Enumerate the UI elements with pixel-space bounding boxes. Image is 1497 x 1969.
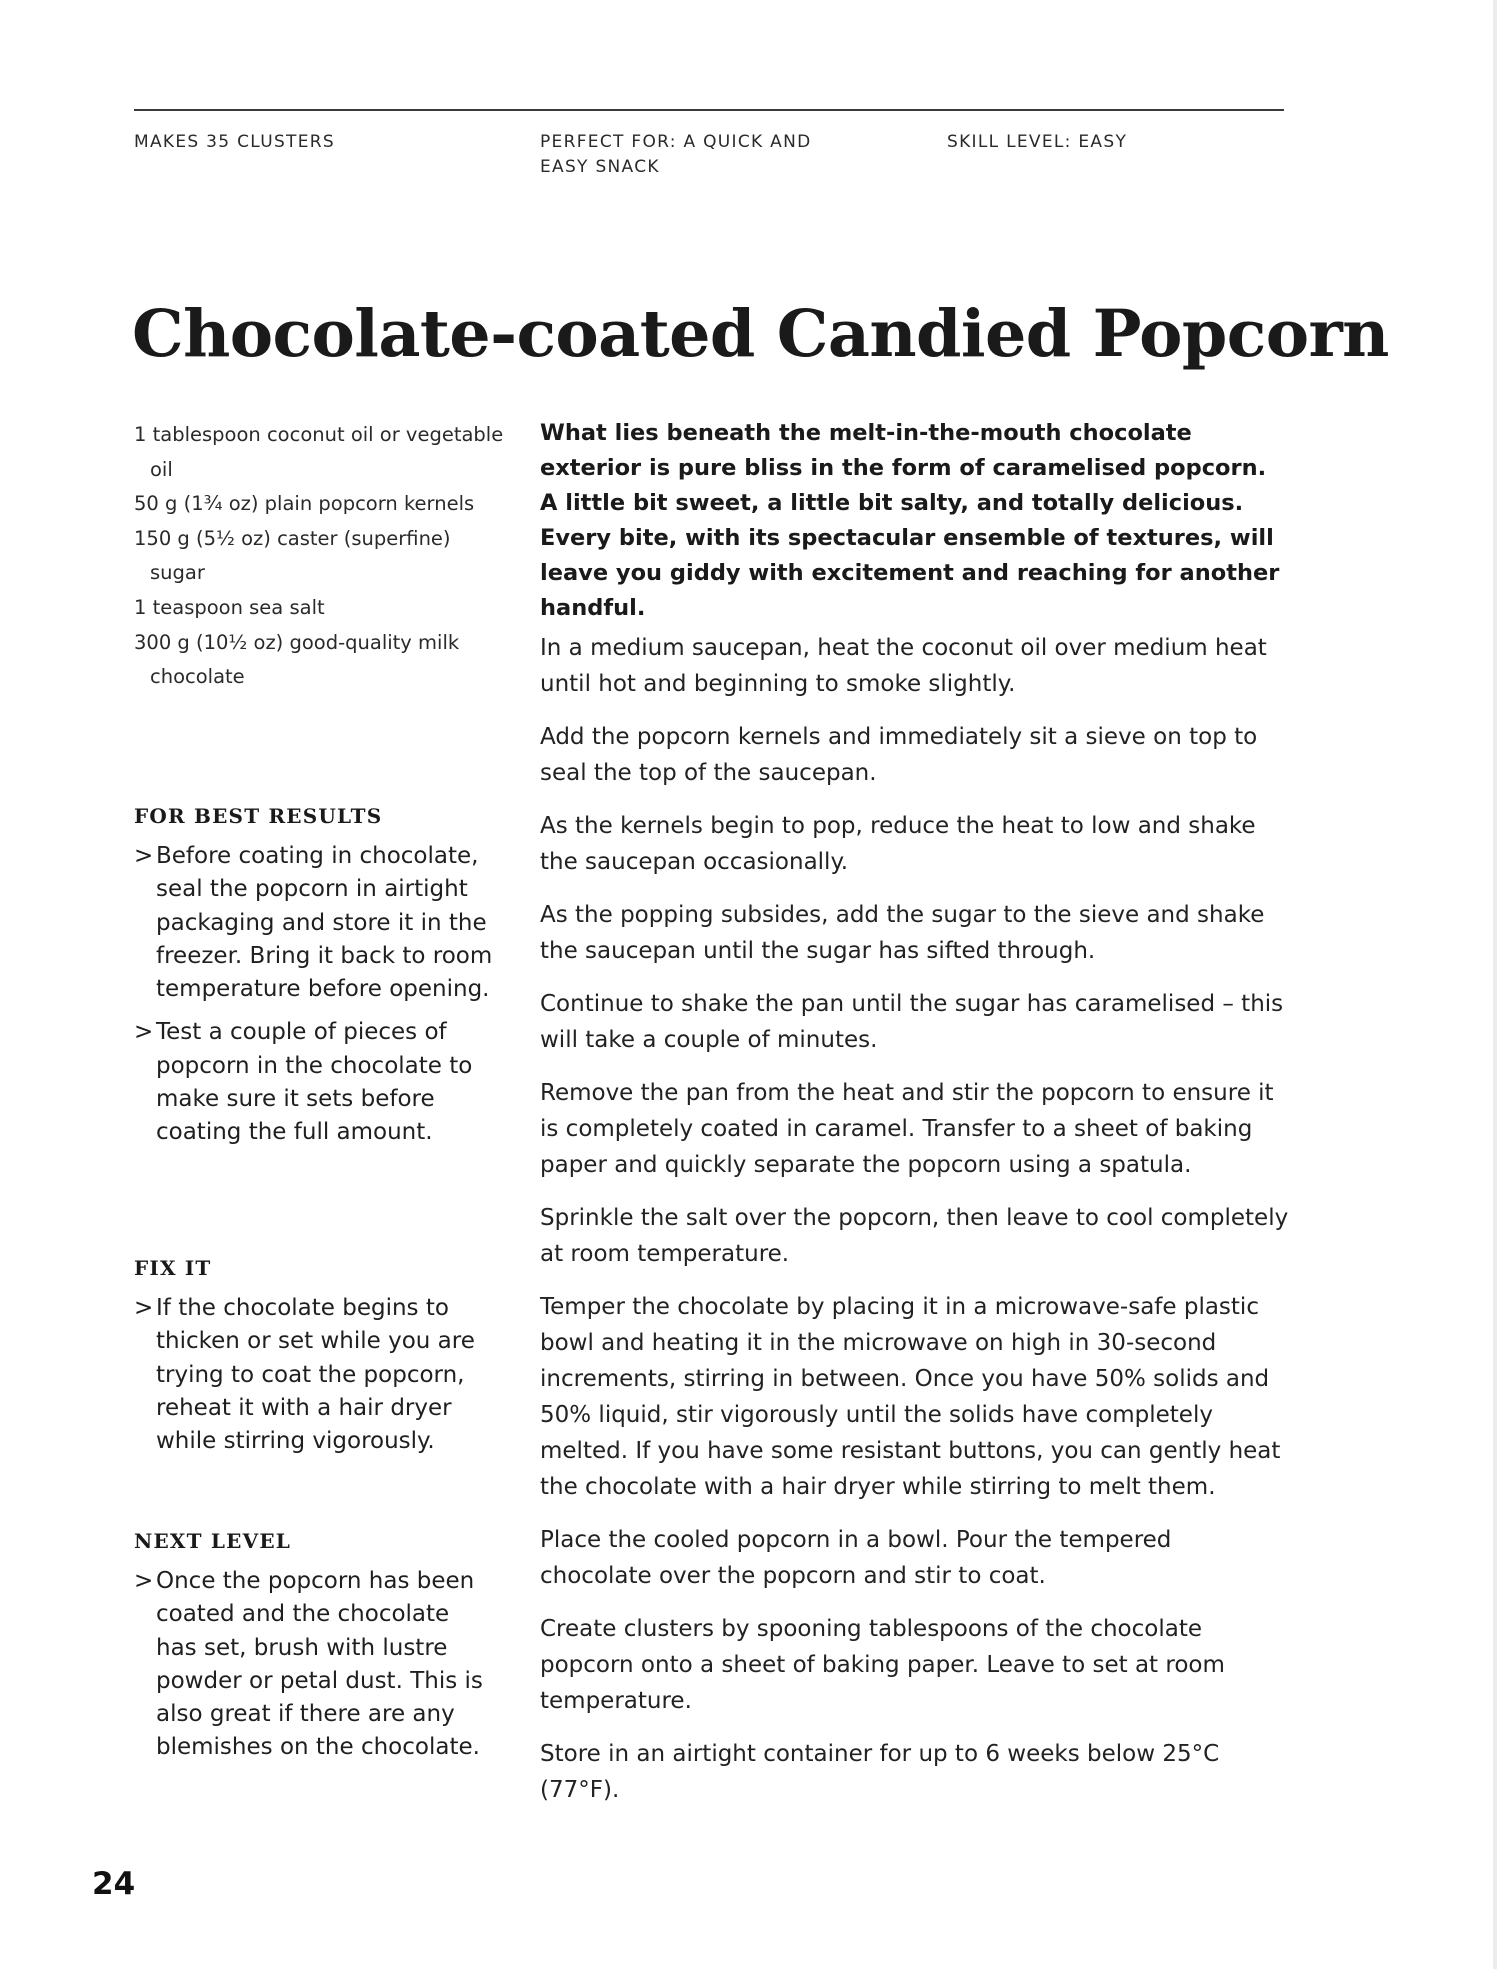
perfect-for-label: PERFECT FOR: A QUICK AND EASY SNACK xyxy=(540,132,812,177)
tip-text: Before coating in chocolate, seal the popcorn in airtight packaging and store it in the freezer. Bring it back to room temperature before opening. xyxy=(156,843,493,1003)
fix-it-list xyxy=(134,1292,494,1458)
tip-item xyxy=(134,1565,494,1765)
method-step: Create clusters by spooning tablespoons of the chocolate popcorn onto a sheet of baking paper. Leave to set at room temperature. xyxy=(540,1616,1225,1714)
tip-item xyxy=(134,1016,494,1149)
ingredient-item: 1 teaspoon sea salt xyxy=(134,595,325,619)
tip-text: Once the popcorn has been coated and the chocolate has set, brush with lustre powder or petal dust. This is also great if there are any blemishes on the chocolate. xyxy=(156,1568,483,1761)
tip-marker: > xyxy=(134,843,154,869)
ingredient-item: 150 g (5½ oz) caster (superfine) sugar xyxy=(134,526,451,585)
method-step: Store in an airtight container for up to 6 weeks below 25°C (77°F). xyxy=(540,1741,1220,1803)
yield-label: MAKES 35 CLUSTERS xyxy=(134,132,335,152)
tip-item xyxy=(134,1292,494,1458)
fix-it-heading: FIX IT xyxy=(134,1256,212,1280)
method-step: Place the cooled popcorn in a bowl. Pour the tempered chocolate over the popcorn and stir to coat. xyxy=(540,1527,1172,1589)
best-results-heading: FOR BEST RESULTS xyxy=(134,804,383,828)
tip-marker: > xyxy=(134,1295,154,1321)
method-step: In a medium saucepan, heat the coconut oil over medium heat until hot and beginning to smoke slightly. xyxy=(540,635,1267,697)
best-results-section xyxy=(134,802,494,1160)
method-step: As the kernels begin to pop, reduce the heat to low and shake the saucepan occasionally. xyxy=(540,813,1256,875)
tip-item xyxy=(134,840,494,1006)
method-step: Continue to shake the pan until the sugar has caramelised – this will take a couple of minutes. xyxy=(540,991,1284,1053)
method-step: As the popping subsides, add the sugar to the sieve and shake the saucepan until the sugar has sifted through. xyxy=(540,902,1265,964)
tip-marker: > xyxy=(134,1568,154,1594)
ingredient-item: 300 g (10½ oz) good-quality milk chocolate xyxy=(134,630,460,689)
ingredient-list xyxy=(134,418,504,695)
method-step: Remove the pan from the heat and stir the popcorn to ensure it is completely coated in caramel. Transfer to a sheet of baking paper and quickly separate the popcorn using a spatula. xyxy=(540,1080,1274,1178)
tip-text: Test a couple of pieces of popcorn in the chocolate to make sure it sets before coating the full amount. xyxy=(156,1019,473,1146)
method-steps xyxy=(540,630,1290,1825)
ingredient-item: 50 g (1¾ oz) plain popcorn kernels xyxy=(134,492,475,516)
fix-it-section xyxy=(134,1254,494,1468)
best-results-list xyxy=(134,840,494,1150)
method-step: Sprinkle the salt over the popcorn, then leave to cool completely at room temperature. xyxy=(540,1205,1289,1267)
ingredient-item: 1 tablespoon coconut oil or vegetable oil xyxy=(134,423,504,481)
page-edge xyxy=(1493,0,1497,1969)
tip-marker: > xyxy=(134,1019,154,1046)
tip-text: If the chocolate begins to thicken or set while you are trying to coat the popcorn, reheat it with a hair dryer while stirring vigorously. xyxy=(156,1295,475,1455)
method-step: Add the popcorn kernels and immediately sit a sieve on top to seal the top of the saucepan. xyxy=(540,724,1258,786)
next-level-section xyxy=(134,1527,494,1775)
next-level-heading: NEXT LEVEL xyxy=(134,1529,292,1553)
page-number: 24 xyxy=(92,1866,136,1902)
next-level-list xyxy=(134,1565,494,1765)
skill-level-label: SKILL LEVEL: EASY xyxy=(947,132,1128,152)
recipe-intro: What lies beneath the melt-in-the-mouth chocolate exterior is pure bliss in the form of caramelised popcorn. A little bit sweet, a little bit salty, and totally delicious. Every bite, with its spectacular ensemble of textures, will leave you giddy with excitement and reaching for another handful. xyxy=(540,420,1280,621)
header-rule xyxy=(134,109,1284,111)
method-step: Temper the chocolate by placing it in a microwave-safe plastic bowl and heating it in the microwave on high in 30-second increments, stirring in between. Once you have 50% solids and 50% liquid, stir vigorously until the solids have completely melted. If you have some resistant buttons, you can gently heat the chocolate with a hair dryer while stirring to melt them. xyxy=(540,1294,1281,1500)
recipe-title: Chocolate-coated Candied Popcorn xyxy=(132,296,1389,372)
